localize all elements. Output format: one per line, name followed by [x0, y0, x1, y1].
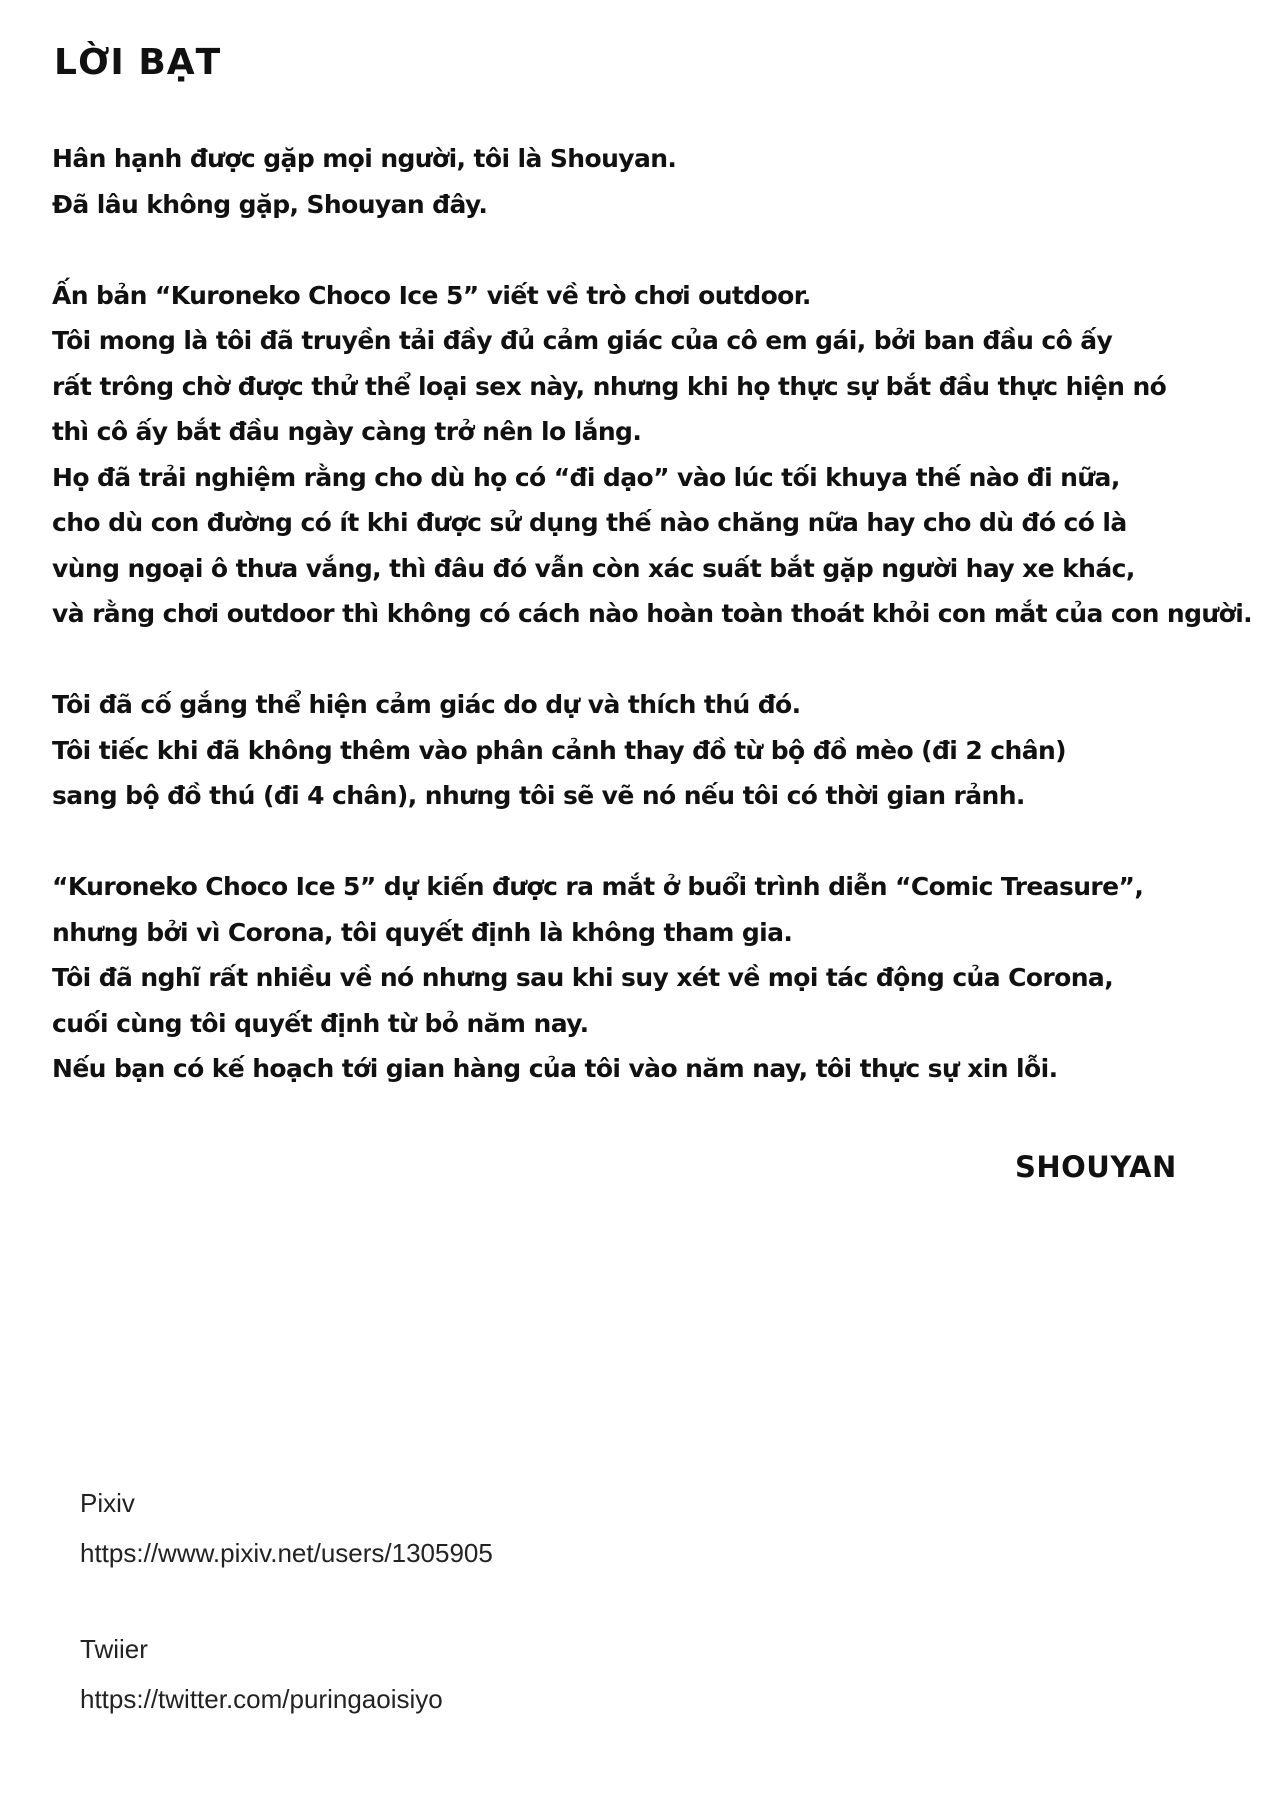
paragraph-regret: [52, 682, 1252, 819]
text-line: và rằng chơi outdoor thì không có cách nào hoàn toàn thoát khỏi con mắt của con người.: [52, 599, 1253, 628]
text-line: “Kuroneko Choco Ice 5” dự kiến được ra mắt ở buổi trình diễn “Comic Treasure”,: [52, 872, 1144, 901]
text-line: nhưng bởi vì Corona, tôi quyết định là không tham gia.: [52, 917, 793, 947]
text-line: thì cô ấy bắt đầu ngày càng trở nên lo lắng.: [52, 417, 642, 446]
text-line: cho dù con đường có ít khi được sử dụng thế nào chăng nữa hay cho dù đó có là: [52, 508, 1127, 537]
paragraph-event-news: [52, 864, 1252, 1092]
author-links: [80, 1478, 493, 1770]
text-line: Nếu bạn có kế hoạch tới gian hàng của tôi vào năm nay, tôi thực sự xin lỗi.: [52, 1054, 1058, 1083]
text-line: Tôi tiếc khi đã không thêm vào phân cảnh thay đồ từ bộ đồ mèo (đi 2 chân): [52, 735, 1066, 765]
twitter-label: Twiier: [80, 1634, 148, 1664]
text-line: Tôi mong là tôi đã truyền tải đầy đủ cảm giác của cô em gái, bởi ban đầu cô ấy: [52, 326, 1113, 355]
twitter-credit: [80, 1624, 493, 1724]
text-line: sang bộ đồ thú (đi 4 chân), nhưng tôi sẽ vẽ nó nếu tôi có thời gian rảnh.: [52, 781, 1025, 810]
text-line: cuối cùng tôi quyết định từ bỏ năm nay.: [52, 1008, 589, 1038]
text-line: Ấn bản “Kuroneko Choco Ice 5” viết về trò chơi outdoor.: [52, 280, 811, 310]
pixiv-credit: [80, 1478, 493, 1578]
paragraph-greeting: [52, 136, 1252, 227]
page-title: LỜI BẠT: [54, 42, 222, 83]
text-line: Họ đã trải nghiệm rằng cho dù họ có “đi dạo” vào lúc tối khuya thế nào đi nữa,: [52, 462, 1120, 492]
paragraph-book-description: [52, 273, 1252, 637]
text-line: Tôi đã nghĩ rất nhiều về nó nhưng sau khi suy xét về mọi tác động của Corona,: [52, 963, 1114, 992]
twitter-url: https://twitter.com/puringaoisiyo: [80, 1684, 443, 1714]
afterword-body: [52, 136, 1252, 1137]
text-line: rất trông chờ được thử thể loại sex này, nhưng khi họ thực sự bắt đầu thực hiện nó: [52, 371, 1167, 401]
pixiv-url: https://www.pixiv.net/users/1305905: [80, 1538, 493, 1568]
text-line: Hân hạnh được gặp mọi người, tôi là Shouyan.: [52, 144, 677, 173]
text-line: Đã lâu không gặp, Shouyan đây.: [52, 189, 488, 219]
author-signature: SHOUYAN: [1015, 1150, 1177, 1184]
pixiv-label: Pixiv: [80, 1488, 135, 1518]
text-line: vùng ngoại ô thưa vắng, thì đâu đó vẫn còn xác suất bắt gặp người hay xe khác,: [52, 553, 1135, 583]
text-line: Tôi đã cố gắng thể hiện cảm giác do dự và thích thú đó.: [52, 690, 801, 719]
